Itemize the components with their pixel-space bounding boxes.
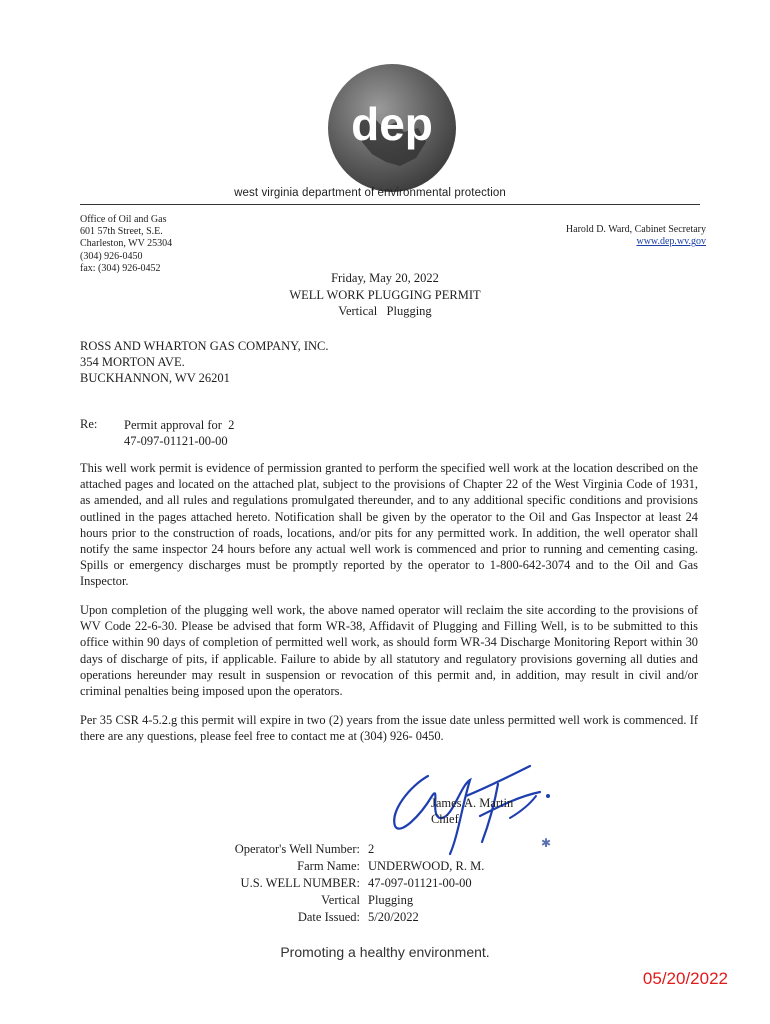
well-info-label: Operator's Well Number: <box>234 842 360 856</box>
secretary-block <box>566 224 706 248</box>
re-label: Re: <box>80 417 98 431</box>
body-paragraph-3: Per 35 CSR 4-5.2.g this permit will expire in two (2) years from the issue date unless permitted well work is commenced. If there are any questions, please feel free to contact me at (304) 926- 0450. <box>80 713 698 744</box>
footer-slogan: Promoting a healthy environment. <box>280 944 490 960</box>
well-info-row <box>0 892 770 909</box>
dep-logo <box>326 62 458 194</box>
agency-name: west virginia department of environmental protection <box>234 187 506 199</box>
body-paragraph-2: Upon completion of the plugging well work, the above named operator will reclaim the site according to the provisions of WV Code 22-6-30. Please be advised that form WR-38, Affidavit of Plugging and Filling Well, is to be submitted to this office within 90 days of completion of permitted well work, as should form WR-34 Discharge Monitoring Report within 30 days of discharge of pits, if applicable. Failure to abide by all statutory and regulatory provisions governing all duties and operations hereunder may result in suspension or revocation of this permit and, in addition, may result in civil and/or criminal penalties being imposed upon the operators. <box>80 603 698 699</box>
well-info-row <box>0 858 770 875</box>
addressee-line: BUCKHANNON, WV 26201 <box>80 371 230 385</box>
re-subject <box>124 417 234 449</box>
permit-type: Vertical Plugging <box>338 304 432 318</box>
secretary-name: Harold D. Ward, Cabinet Secretary <box>565 224 706 235</box>
office-line: Charleston, WV 25304 <box>80 238 173 250</box>
office-line: fax: (304) 926-0452 <box>80 262 161 274</box>
re-line-2: 47-097-01121-00-00 <box>124 434 228 448</box>
addressee-line: 354 MORTON AVE. <box>80 355 185 369</box>
well-info-label: U.S. WELL NUMBER: <box>240 876 360 890</box>
well-info-value: Plugging <box>368 893 414 907</box>
well-info-value: 2 <box>368 842 375 856</box>
office-address <box>80 214 172 275</box>
well-info-row <box>0 909 770 926</box>
addressee-block <box>80 338 329 386</box>
blue-mark-icon: ✱ <box>541 836 552 850</box>
signer-name: James A. Martin <box>431 796 514 810</box>
well-info-label: Date Issued: <box>297 910 360 924</box>
well-info-value: 5/20/2022 <box>368 910 419 924</box>
well-info-row <box>0 875 770 892</box>
office-line: (304) 926-0450 <box>80 250 143 262</box>
well-info-value: 47-097-01121-00-00 <box>368 876 472 890</box>
letter-date: Friday, May 20, 2022 <box>331 271 439 285</box>
well-info-label: Vertical <box>321 893 360 907</box>
logo-text: dep <box>351 98 433 150</box>
well-info-table <box>0 841 770 926</box>
well-info-value: UNDERWOOD, R. M. <box>368 859 485 873</box>
signer-title: Chief <box>431 812 459 826</box>
permit-title: WELL WORK PLUGGING PERMIT <box>289 288 481 302</box>
re-line-1: Permit approval for 2 <box>124 418 235 432</box>
well-info-row <box>0 841 770 858</box>
addressee-line: ROSS AND WHARTON GAS COMPANY, INC. <box>80 339 329 353</box>
date-stamp: 05/20/2022 <box>642 969 728 988</box>
well-info-label: Farm Name: <box>297 859 360 873</box>
header-divider <box>80 204 700 205</box>
body-paragraph-1: This well work permit is evidence of permission granted to perform the specified well work at the location described on the attached pages and located on the attached plat, subject to the provisions of Chapter 22 of the West Virginia Code of 1931, as amended, and all rules and regulations promulgated thereunder, and to any additional specific conditions and provisions outlined in the pages attached hereto. Notification shall be given by the operator to the Oil and Gas Inspector at least 24 hours prior to the construction of roads, locations, and/or pits for any permitted work. In addition, the well operator shall notify the same inspector 24 hours before any actual well work is commenced and prior to running and cementing casing. Spills or emergency discharges must be promptly reported by the operator to 1-800-642-3074 and to the Oil and Gas Inspector. <box>80 461 698 589</box>
office-line: 601 57th Street, S.E. <box>80 226 163 238</box>
office-line: Office of Oil and Gas <box>80 214 167 225</box>
website-link[interactable]: www.dep.wv.gov <box>636 236 706 248</box>
